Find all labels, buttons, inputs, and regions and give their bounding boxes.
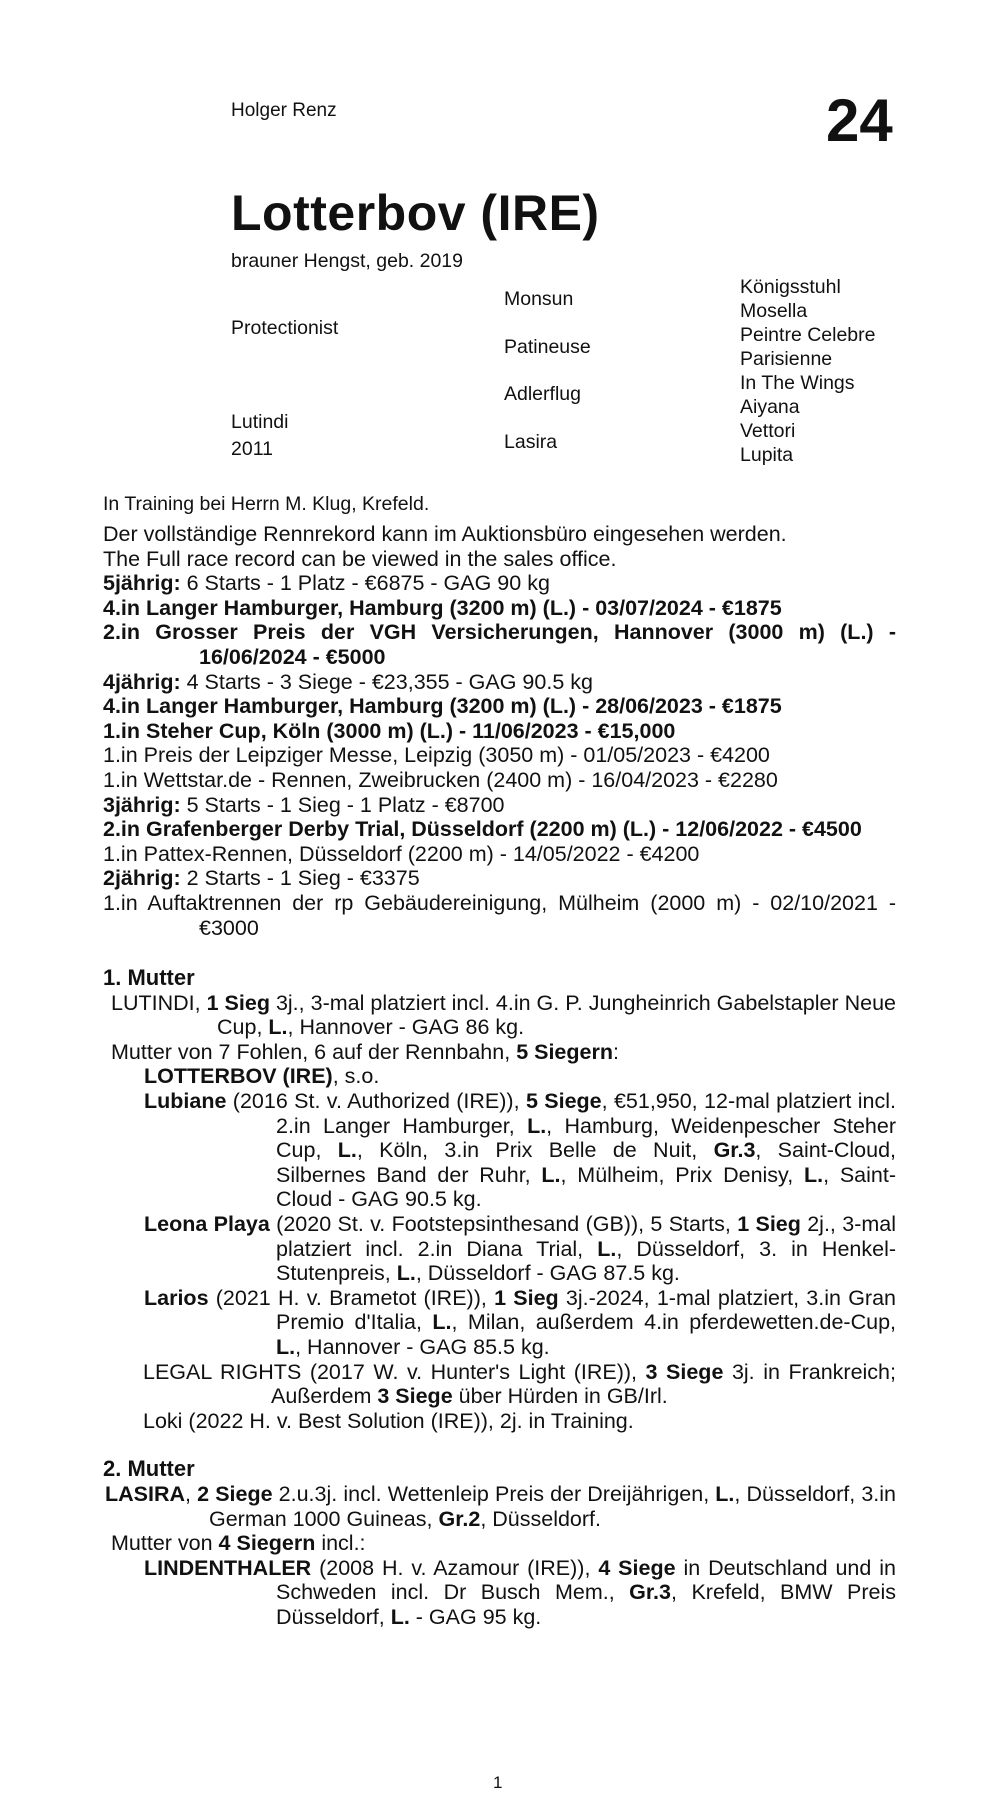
text-run: (2021 H. v. Brametot (IRE)), [208,1285,495,1310]
text-run: 3j.-2024, 1-mal platziert, 3.in Gran Premio d'Italia, [276,1285,897,1335]
dam-name: LUTINDI, [111,990,207,1015]
race-record [103,522,896,940]
offspring-entry [103,1360,896,1409]
pedigree-great-grandparent: Lupita [740,444,794,466]
win-count: 1 Sieg [206,990,270,1015]
age-stats: 5 Starts - 1 Sieg - 1 Platz - €8700 [180,792,505,817]
age-label: 4jährig: [103,669,181,694]
pedigree-great-grandparent: In The Wings [740,372,855,394]
text-run: , Mülheim, Prix Denisy, [560,1162,804,1187]
seller-name: Holger Renz [231,100,337,121]
race-result: 1.in Auftaktrennen der rp Gebäudereinigung, Mülheim (2000 m) - 02/10/2021 - €3000 [103,890,896,940]
offspring-name: Lubiane [144,1089,227,1114]
pedigree-grandparent: Patineuse [504,336,591,358]
text-run: in Deutschland und in Schweden incl. Dr Busch Mem., [276,1555,896,1605]
offspring-name: Leona Playa [144,1212,270,1237]
pedigree-great-grandparent: Vettori [740,420,796,442]
age-stats: 6 Starts - 1 Platz - €6875 - GAG 90 kg [180,571,550,596]
age-summary [103,866,896,891]
horse-description: brauner Hengst, geb. 2019 [231,250,464,272]
race-result: 1.in Steher Cup, Köln (3000 m) (L.) - 11/06/2023 - €15,000 [103,718,676,743]
pedigree-great-grandparent: Aiyana [740,396,800,418]
pedigree-dam: Lutindi [231,411,289,433]
pedigree-great-grandparent: Peintre Celebre [740,324,876,346]
age-label: 2jährig: [103,866,181,891]
dam-record [103,991,896,1040]
race-grade: L. [527,1113,547,1138]
text-run: , €51,950, 12-mal platziert incl. 2.in Langer Hamburger, [276,1089,896,1138]
win-count: 1 Sieg [494,1285,559,1310]
text-run: , Köln, 3.in Prix Belle de Nuit, [356,1138,714,1163]
win-count: 3 Siege [377,1384,453,1409]
race-result: 1.in Preis der Leipziger Messe, Leipzig (3050 m) - 01/05/2023 - €4200 [103,743,770,768]
text-run: Mutter von [111,1531,219,1556]
text-run: : [612,1039,619,1064]
race-grade: L. [541,1162,561,1187]
text-run: , Düsseldorf, 3.in German 1000 Guineas, [209,1481,897,1531]
lot-number: 24 [826,87,893,154]
race-grade: L. [337,1138,357,1163]
race-grade: Gr.3 [713,1138,756,1163]
text-run: , Saint-Cloud, Silbernes Band der Ruhr, [276,1138,896,1187]
offspring-name: LEGAL RIGHTS (2017 W. v. Hunter's Light (IRE)), [143,1359,646,1384]
pedigree-great-grandparent: Königsstuhl [740,276,841,298]
winner-count: 5 Siegern [516,1039,613,1064]
race-result: 2.in Grosser Preis der VGH Versicherungen, Hannover (3000 m) (L.) - 16/06/2024 - €5000 [103,620,896,669]
training-info: In Training bei Herrn M. Klug, Krefeld. [103,493,430,515]
age-summary [103,670,896,695]
text-run: , [185,1481,198,1506]
text-run: 3j., 3-mal platziert incl. 4.in G. P. Jungheinrich Gabelstapler Neue Cup, [217,990,896,1040]
offspring-entry: Loki (2022 H. v. Best Solution (IRE)), 2j. in Training. [143,1408,634,1433]
win-count: 3 Siege [645,1359,724,1384]
text-run: (2020 St. v. Footstepsinthesand (GB)), 5 Starts, [269,1212,738,1237]
offspring-name: LINDENTHALER [144,1555,312,1580]
text-run: 2.u.3j. incl. Wettenleip Preis der Dreijährigen, [272,1481,716,1506]
offspring-entry [103,1212,896,1286]
text-run: (2008 H. v. Azamour (IRE)), [311,1555,599,1580]
pedigree-grandparent: Lasira [504,431,558,453]
offspring-entry [103,1089,896,1212]
text-run: , Hamburg, Weidenpescher Steher Cup, [276,1113,896,1163]
race-grade: L. [432,1310,452,1335]
text-run: , Milan, außerdem 4.in pferdewetten.de-Cup, [451,1310,897,1335]
race-result: 4.in Langer Hamburger, Hamburg (3200 m) (L.) - 28/06/2023 - €1875 [103,694,782,719]
text-run: Mutter von 7 Fohlen, 6 auf der Rennbahn, [111,1039,517,1064]
text-run: , Hannover - GAG 86 kg. [287,1015,525,1040]
race-grade: L. [715,1481,735,1506]
produce-summary [103,1040,896,1065]
catalogue-body [103,522,896,1630]
race-grade: L. [597,1236,617,1261]
offspring-name: Larios [144,1285,209,1310]
race-grade: L. [390,1604,410,1629]
age-stats: 2 Starts - 1 Sieg - €3375 [180,866,420,891]
win-count: 1 Sieg [737,1212,801,1237]
produce-summary [103,1531,896,1556]
race-grade: L. [276,1335,296,1359]
pedigree-great-grandparent: Mosella [740,300,808,322]
text-run: 2j., 3-mal platziert incl. 2.in Diana Trial, [276,1212,896,1261]
second-dam-heading: 2. Mutter [103,1456,195,1482]
second-dam-section [103,1482,896,1630]
pedigree-sire: Protectionist [231,317,339,339]
text-run: , Düsseldorf - GAG 87.5 kg. [415,1261,680,1286]
offspring-entry [103,1556,896,1630]
race-result: 4.in Langer Hamburger, Hamburg (3200 m) (L.) - 03/07/2024 - €1875 [103,595,782,620]
text-run: über Hürden in GB/Irl. [452,1384,668,1409]
race-grade: Gr.3 [629,1580,671,1605]
race-result: 1.in Pattex-Rennen, Düsseldorf (2200 m) - 14/05/2022 - €4200 [103,841,700,866]
win-count: 2 Siege [197,1481,273,1506]
offspring-entry [103,1064,896,1089]
age-label: 5jährig: [103,571,181,596]
age-stats: 4 Starts - 3 Siege - €23,355 - GAG 90.5 kg [180,669,593,694]
race-result: 1.in Wettstar.de - Rennen, Zweibrucken (2400 m) - 16/04/2023 - €2280 [103,767,778,792]
race-grade: L. [396,1261,416,1286]
age-summary [103,793,896,818]
age-label: 3jährig: [103,792,181,817]
first-dam-section [103,991,896,1434]
dam-record [103,1482,896,1531]
pedigree-dam-year: 2011 [231,438,273,460]
race-result: 2.in Grafenberger Derby Trial, Düsseldorf (2200 m) (L.) - 12/06/2022 - €4500 [103,817,862,842]
page-number: 1 [493,1773,503,1792]
win-count: 4 Siege [598,1555,676,1580]
text-run: , Hannover - GAG 85.5 kg. [295,1335,550,1359]
text-run: incl.: [315,1531,366,1556]
horse-name: Lotterbov (IRE) [231,185,600,241]
pedigree-grandparent: Monsun [504,288,574,310]
text-run: , s.o. [332,1064,380,1089]
pedigree-grandparent: Adlerflug [504,383,581,405]
text-run: - GAG 95 kg. [409,1604,542,1629]
text-run: , Düsseldorf. [480,1506,601,1531]
race-grade: L. [268,1015,288,1040]
race-grade: L. [803,1162,824,1187]
age-summary [103,571,896,596]
text-run: , Krefeld, BMW Preis Düsseldorf, [276,1580,897,1629]
text-run: , Saint-Cloud - GAG 90.5 kg. [276,1162,896,1212]
pedigree-great-grandparent: Parisienne [740,348,833,370]
dam-name: LASIRA [105,1481,186,1506]
text-run: , Düsseldorf, 3. in Henkel-Stutenpreis, [276,1236,897,1286]
first-dam-heading: 1. Mutter [103,965,195,991]
offspring-name: LOTTERBOV (IRE) [144,1064,333,1089]
race-grade: Gr.2 [438,1506,481,1531]
race-record-note: The Full race record can be viewed in the sales office. [103,546,617,571]
winner-count: 4 Siegern [218,1531,316,1556]
text-run: 3j. in Frankreich; Außerdem [271,1359,896,1409]
race-record-note: Der vollständige Rennrekord kann im Auktionsbüro eingesehen werden. [103,522,787,546]
text-run: (2016 St. v. Authorized (IRE)), [226,1089,526,1114]
win-count: 5 Siege [525,1089,602,1114]
offspring-entry [103,1286,896,1360]
